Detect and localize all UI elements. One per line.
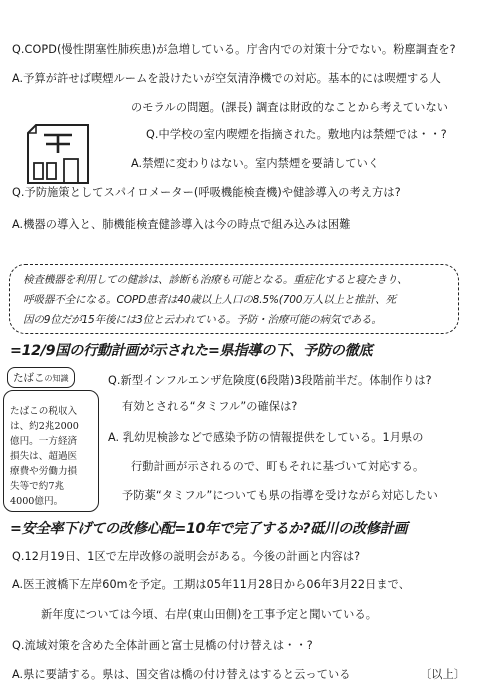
heading-river-plan: =安全率下げての改修心配=10年で完了するか?砥川の改修計画	[10, 521, 408, 537]
sidebar-title-main: たばこ	[13, 372, 45, 384]
answer-copd-cont: のモラルの問題。(課長) 調査は財政的なことから考えていない	[131, 101, 449, 114]
sidebar-line: 失等で約7兆	[10, 481, 65, 492]
sidebar-line: 4000億円。	[10, 496, 64, 507]
answer-tamiflu: 予防薬“タミフル”についても県の指導を受けながら対応したい	[122, 489, 438, 502]
question-spirometer: Q.予防施策としてスパイロメーター(呼吸機能検査機)や健診導入の考え方は?	[12, 186, 401, 199]
question-influenza: Q.新型インフルエンザ危険度(6段階)3段階前半だ。体制作りは?	[108, 374, 432, 387]
copd-note-box	[9, 264, 459, 334]
answer-river-meeting-cont: 新年度については今頃、右岸(東山田側)を工事予定と聞いている。	[41, 608, 378, 621]
sidebar-line: たばこの税収入	[10, 406, 78, 417]
sidebar-line: 損失は、超過医	[10, 451, 78, 462]
question-bridge: Q.流域対策を含めた全体計画と富士見橋の付け替えは・・?	[12, 639, 313, 652]
building-icon	[22, 119, 94, 185]
end-mark: 〔以上〕	[420, 668, 466, 681]
note-line-3: 因の9位だが15年後には3位と云われている。予防・治療可能の病気である。	[23, 314, 382, 326]
question-tamiflu: 有効とされる“タミフル”の確保は?	[122, 400, 298, 413]
sidebar-title	[7, 367, 75, 388]
sidebar-line: 療費や労働力損	[10, 466, 78, 477]
question-school-smoking: Q.中学校の室内喫煙を指摘された。敷地内は禁煙では・・?	[146, 128, 447, 141]
heading-influenza: =12/9国の行動計画が示された=県指導の下、予防の徹底	[10, 343, 373, 359]
question-copd: Q.COPD(慢性閉塞性肺疾患)が急増している。庁舎内での対策十分でない。粉塵調査を?	[12, 43, 456, 56]
answer-school-smoking: A.禁煙に変わりはない。室内禁煙を要請していく	[131, 157, 380, 170]
answer-spirometer: A.機器の導入と、肺機能検査健診導入は今の時点で組み込みは困難	[12, 218, 351, 231]
sidebar-title-sub: の知識	[44, 374, 69, 383]
answer-influenza: A. 乳幼児検診などで感染予防の情報提供をしている。1月県の	[108, 431, 424, 444]
question-river-meeting: Q.12月19日、1区で左岸改修の説明会がある。今後の計画と内容は?	[12, 550, 361, 563]
answer-river-meeting: A.医王渡橋下左岸60mを予定。工期は05年11月28日から06年3月22日まで、	[12, 578, 411, 591]
answer-bridge: A.県に要請する。県は、国交省は橋の付け替えはすると云っている	[12, 668, 351, 681]
answer-copd: A.予算が許せば喫煙ルームを設けたいが空気清浄機での対応。基本的には喫煙する人	[12, 72, 441, 85]
note-line-2: 呼吸器不全になる。COPD患者は40歳以上人口の8.5%(700万人以上と推計、死	[23, 294, 396, 306]
sidebar-line: は、約2兆2000	[10, 421, 79, 432]
sidebar-line: 億円。一方経済	[10, 436, 78, 447]
answer-influenza-cont: 行動計画が示されるので、町もそれに基づいて対応する。	[131, 460, 425, 473]
note-line-1: 検査機器を利用しての健診は、診断も治療も可能となる。重症化すると寝たきり、	[23, 274, 408, 286]
